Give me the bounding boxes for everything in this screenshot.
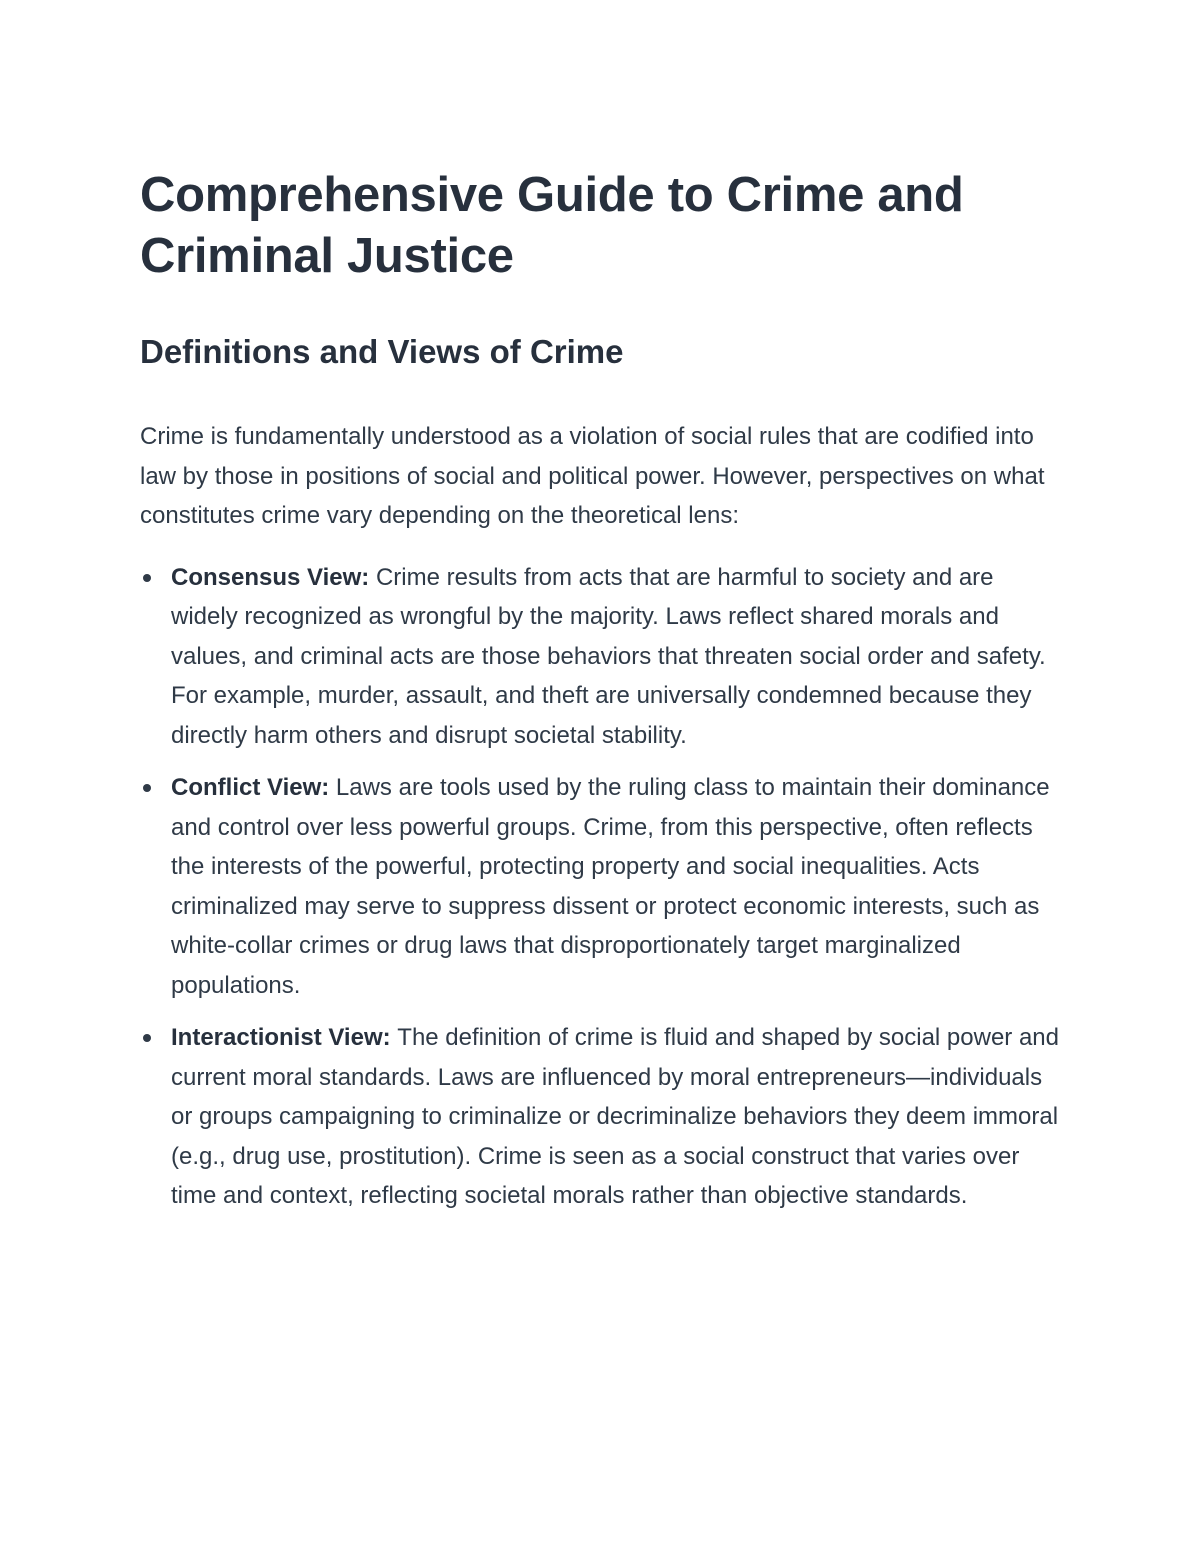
list-item-conflict-view bbox=[140, 768, 1065, 1005]
intro-paragraph: Crime is fundamentally understood as a violation of social rules that are codified into law by those in positions of social and political power. However, perspectives on what constitutes crime vary depending on the theoretical lens: bbox=[140, 423, 1045, 529]
section-heading: Definitions and Views of Crime bbox=[140, 333, 624, 370]
views-list bbox=[140, 558, 1065, 1216]
view-term: Consensus View: bbox=[171, 563, 376, 591]
view-description: The definition of crime is fluid and shaped by social power and current moral standards. Laws are influenced by moral entrepreneurs—individuals or groups campaigning to criminalize or decriminalize behaviors they deem immoral (e.g., drug use, prostitution). Crime is seen as a social construct that varies over time and context, reflecting societal morals rather than objective standards. bbox=[171, 1024, 1059, 1209]
document-page bbox=[140, 165, 1065, 1229]
view-term: Interactionist View: bbox=[171, 1024, 398, 1051]
view-description: Crime results from acts that are harmful to society and are widely recognized as wrongful by the majority. Laws reflect shared morals and values, and criminal acts are those behaviors that threaten social order and safety. For example, murder, assault, and theft are universally condemned because they directly harm others and disrupt societal stability. bbox=[171, 563, 1046, 749]
bullet-icon bbox=[143, 1034, 151, 1042]
list-item-interactionist-view bbox=[140, 1018, 1065, 1216]
view-term: Conflict View: bbox=[171, 774, 336, 801]
list-item-consensus-view bbox=[140, 558, 1065, 756]
view-description: Laws are tools used by the ruling class to maintain their dominance and control over less powerful groups. Crime, from this perspective, often reflects the interests of the powerful, protecting property and social inequalities. Acts criminalized may serve to suppress dissent or protect economic interests, such as white-collar crimes or drug laws that disproportionately target marginalized populations. bbox=[171, 774, 1050, 999]
document-title: Comprehensive Guide to Crime and Criminal Justice bbox=[140, 168, 964, 283]
bullet-icon bbox=[143, 574, 151, 582]
bullet-icon bbox=[143, 784, 151, 792]
